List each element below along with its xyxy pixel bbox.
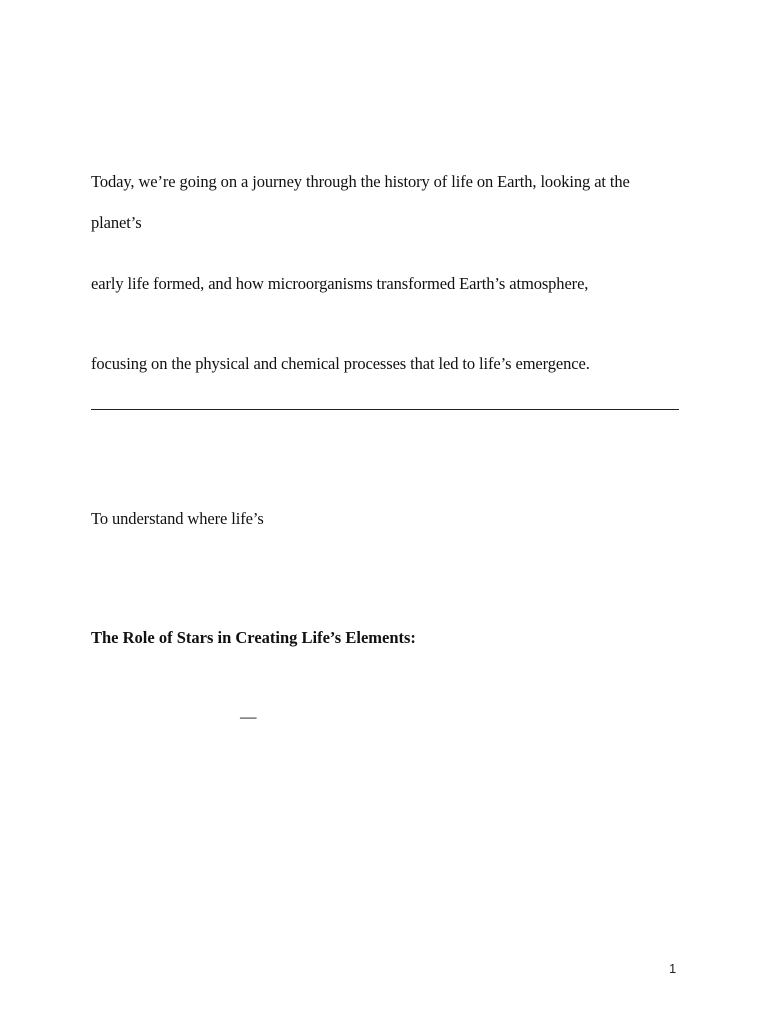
section-heading: The Role of Stars in Creating Life’s Elements: <box>91 628 416 647</box>
horizontal-divider <box>91 409 679 410</box>
em-dash: — <box>240 707 257 726</box>
paragraph-line-3: early life formed, and how microorganisms transformed Earth’s atmosphere, <box>91 274 589 293</box>
paragraph-line-4: focusing on the physical and chemical processes that led to life’s emergence. <box>91 354 590 373</box>
paragraph-line-2: planet’s <box>91 213 142 232</box>
page-number: 1 <box>669 961 677 976</box>
paragraph-line-1: Today, we’re going on a journey through the history of life on Earth, looking at the <box>91 172 630 191</box>
sentence-fragment: To understand where life’s <box>91 509 264 528</box>
